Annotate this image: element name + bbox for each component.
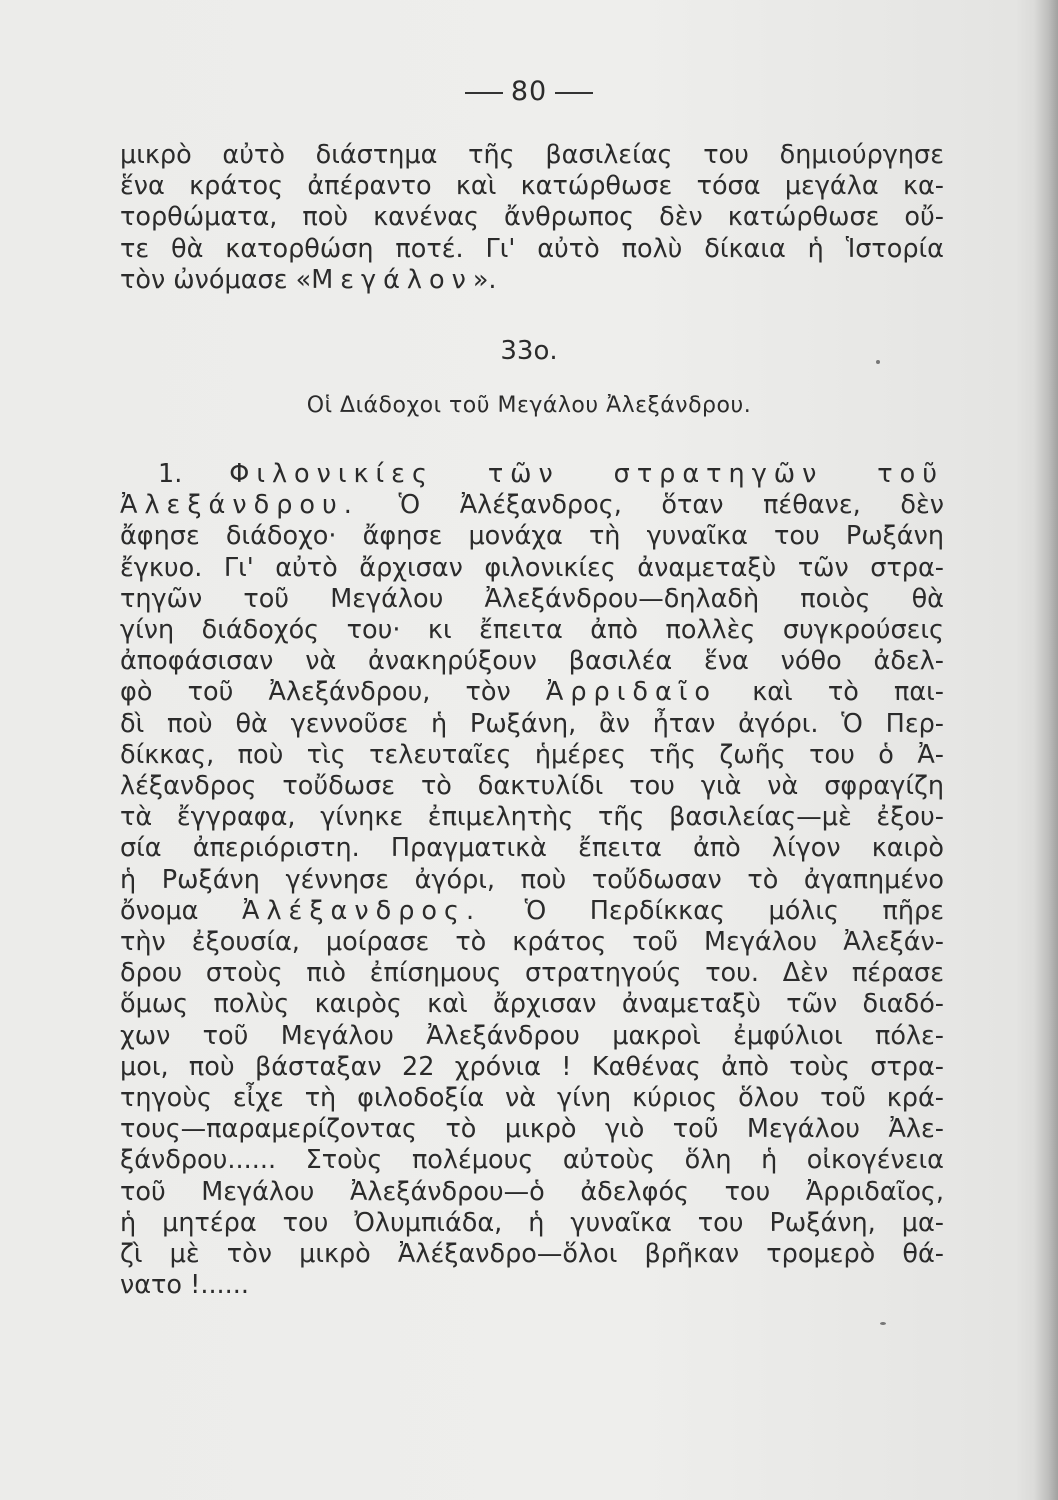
- text-line: ξάνδρου...... Στοὺς πολέμους αὐτοὺς ὅλη ἡ οἰκογένεια: [120, 1145, 944, 1176]
- page-edge-shadow: [1034, 0, 1058, 1500]
- text-line: ἕνα κράτος ἀπέραντο καὶ κατώρθωσε τόσα μεγάλα κα-: [120, 171, 944, 202]
- text-line: δίκκας, ποὺ τὶς τελευταῖες ἡμέρες τῆς ζωῆς του ὁ Ἀ-: [120, 739, 944, 770]
- page-header: [0, 76, 1058, 107]
- text-line: [120, 677, 944, 708]
- text-line: δὶ ποὺ θὰ γεννοῦσε ἡ Ρωξάνη, ἂν ἦταν ἀγόρι. Ὁ Περ-: [120, 708, 944, 739]
- text-line: τὰ ἔγγραφα, γίνηκε ἐπιμελητὴς τῆς βασιλείας—μὲ ἐξου-: [120, 802, 944, 833]
- alexandros-suffix: Ὁ Περδίκκας μόλις πῆρε: [524, 895, 945, 926]
- spaced-name-arrhidaios: Ἀρριδαῖο: [545, 677, 718, 708]
- paragraph-heading: Φιλονικίες τῶν στρατηγῶν τοῦ: [229, 459, 944, 489]
- text-line: σία ἀπεριόριστη. Πραγματικὰ ἔπειτα ἀπὸ λίγον καιρὸ: [120, 833, 944, 864]
- text-line: τους—παραμερίζοντας τὸ μικρὸ γιὸ τοῦ Μεγάλου Ἀλε-: [120, 1114, 944, 1145]
- alexandros-prefix: ὄνομα: [120, 895, 199, 926]
- paragraph-number: 1.: [158, 459, 183, 489]
- paragraph-heading-line: [120, 459, 944, 490]
- header-dash-right: [555, 92, 593, 94]
- text-line-rest: Ὁ Ἀλέξανδρος, ὅταν πέθανε, δὲν: [398, 490, 945, 521]
- section-title: Οἱ Διάδοχοι τοῦ Μεγάλου Ἀλεξάνδρου.: [306, 393, 752, 418]
- text-line: μικρὸ αὐτὸ διάστημα τῆς βασιλείας του δημιούργησε: [120, 140, 944, 170]
- text-line: δρου στοὺς πιὸ ἐπίσημους στρατηγούς του. Δὲν πέρασε: [120, 958, 944, 989]
- text-line: [120, 896, 944, 927]
- text-line: τοῦ Μεγάλου Ἀλεξάνδρου—ὁ ἀδελφός του Ἀρριδαῖος,: [120, 1176, 944, 1207]
- text-line: [120, 265, 944, 296]
- page-number: 80: [510, 76, 548, 107]
- intro-last-prefix: τὸν ὠνόμασε «: [120, 264, 312, 295]
- intro-paragraph: [120, 140, 944, 296]
- scan-speck: [876, 360, 880, 364]
- arrhidaios-prefix: φὸ τοῦ Ἀλεξάνδρου, τὸν: [120, 677, 511, 708]
- text-line: τε θὰ κατορθώση ποτέ. Γι' αὐτὸ πολὺ δίκαια ἡ Ἱστορία: [120, 233, 944, 264]
- spaced-name-alexandros: Ἀλέξανδρος.: [242, 895, 482, 926]
- text-line: ὅμως πολὺς καιρὸς καὶ ἄρχισαν ἀναμεταξὺ τῶν διαδό-: [120, 989, 944, 1020]
- paragraph-heading-cont: Ἀλεξάνδρου.: [120, 490, 359, 521]
- text-line: ζὶ μὲ τὸν μικρὸ Ἀλέξανδρο—ὅλοι βρῆκαν τρομερὸ θά-: [120, 1239, 944, 1270]
- text-line: μοι, ποὺ βάσταξαν 22 χρόνια ! Καθένας ἀπὸ τοὺς στρα-: [120, 1051, 944, 1082]
- text-line: τηγοὺς εἶχε τὴ φιλοδοξία νὰ γίνη κύριος ὅλου τοῦ κρά-: [120, 1083, 944, 1114]
- header-dash-left: [465, 92, 503, 94]
- arrhidaios-suffix: καὶ τὸ παι-: [752, 677, 944, 708]
- text-line: ἡ Ρωξάνη γέννησε ἀγόρι, ποὺ τοὔδωσαν τὸ ἀγαπημένο: [120, 864, 944, 895]
- text-line: ἔγκυο. Γι' αὐτὸ ἄρχισαν φιλονικίες ἀναμεταξὺ τῶν στρα-: [120, 552, 944, 583]
- text-line: λέξανδρος τοὔδωσε τὸ δακτυλίδι του γιὰ νὰ σφραγίζη: [120, 771, 944, 802]
- spaced-name-megalon: Μεγάλον: [311, 264, 473, 295]
- text-line: νατο !......: [120, 1270, 249, 1301]
- text-line: ἄφησε διάδοχο· ἄφησε μονάχα τὴ γυναῖκα του Ρωξάνη: [120, 521, 944, 552]
- text-line: χων τοῦ Μεγάλου Ἀλεξάνδρου μακροὶ ἐμφύλιοι πόλε-: [120, 1020, 944, 1051]
- intro-last-suffix: ».: [472, 264, 497, 295]
- text-line: ἡ μητέρα του Ὀλυμπιάδα, ἡ γυναῖκα του Ρωξάνη, μα-: [120, 1207, 944, 1238]
- text-line: τὴν ἐξουσία, μοίρασε τὸ κράτος τοῦ Μεγάλου Ἀλεξάν-: [120, 927, 944, 958]
- text-line: ἀποφάσισαν νὰ ἀνακηρύξουν βασιλέα ἕνα νόθο ἀδελ-: [120, 646, 944, 677]
- text-line: τηγῶν τοῦ Μεγάλου Ἀλεξάνδρου—δηλαδὴ ποιὸς θὰ: [120, 583, 944, 614]
- section-number: 33ο.: [500, 336, 558, 366]
- text-line: τορθώματα, ποὺ κανένας ἄνθρωπος δὲν κατώρθωσε οὔ-: [120, 202, 944, 233]
- scan-speck: [880, 1322, 886, 1325]
- main-paragraph: [120, 459, 944, 1301]
- text-line: γίνη διάδοχός του· κι ἔπειτα ἀπὸ πολλὲς συγκρούσεις: [120, 615, 944, 646]
- text-line: [120, 490, 944, 521]
